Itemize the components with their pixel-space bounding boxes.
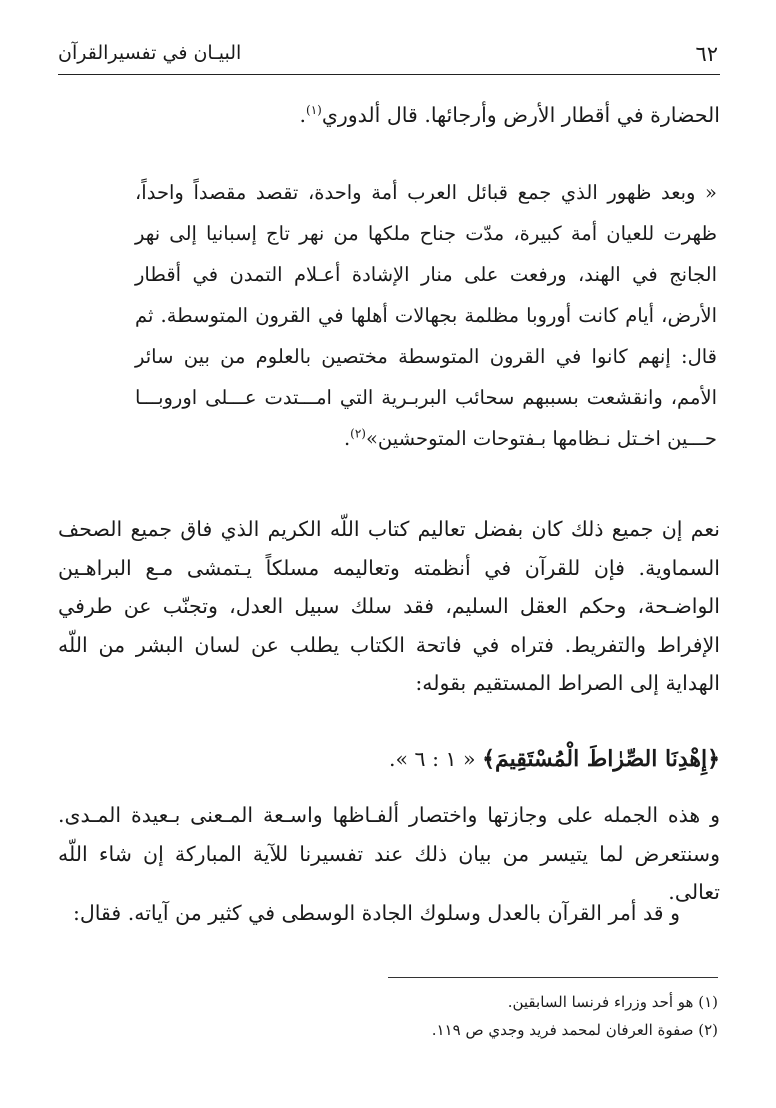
- block-quote: [135, 152, 717, 478]
- footnote-divider: [388, 977, 718, 978]
- description-text: و هذه الجمله على وجازتها واختصار ألفـاظها واسـعة المـعنى بـعيدة المـدى. وسنتعرض لما يتيسر من بيان ذلك عند تفسيرنا للآية المباركة إن شاء اللّه تعالى.: [58, 803, 720, 904]
- quote-text: « وبعد ظهور الذي جمع قبائل العرب أمة واحدة، تقصد مقصداً واحداً، ظهرت للعيان أمة كبيرة، مدّت جناح ملكها من نهر تاج إسبانيا إلى نهر الجانج في الهند، ورفعت على منار الإشادة أعـلام التمدن في أقطار الأرض، أيام كانت أوروبا مظلمة بجهالات أهلها في القرون المتوسطة. ثم قال: إنهم كانوا في القرون المتوسطة مختصين بالعلوم من بين سائر الأمم، وانقشعت بسببهم سحائب البربـرية التي امـــتدت عـــلى اوروبـــا حـــين اخـتل نـظامها بـفتوحات المتوحشين»: [135, 180, 717, 450]
- footnote-ref-2: (٢): [350, 426, 366, 440]
- running-title: البيـان في تفسيرالقرآن: [58, 42, 242, 64]
- page-number: ٦٢: [695, 42, 718, 66]
- page-header: [58, 40, 718, 76]
- verse-line: [58, 740, 720, 779]
- closing-paragraph: [58, 894, 720, 933]
- intro-text: الحضارة في أقطار الأرض وأرجائها. قال ألدوري: [321, 103, 720, 127]
- footnote-ref-1: (١): [306, 103, 322, 118]
- footnotes: [58, 988, 718, 1044]
- intro-end: .: [299, 103, 306, 127]
- footnote-2: (٢) صفوة العرفان لمحمد فريد وجدي ص ١١٩.: [431, 1021, 718, 1039]
- main-paragraph: [58, 510, 720, 703]
- quran-verse: ﴿إِهْدِنَا الصِّرٰاطَ الْمُسْتَقِيمَ﴾: [482, 746, 720, 772]
- closing-text: و قد أمر القرآن بالعدل وسلوك الجادة الوسطى في كثير من آياته. فقال:: [72, 901, 680, 925]
- main-paragraph-text: نعم إن جميع ذلك كان بفضل تعاليم كتاب اللّه الكريم الذي فاق جميع الصحف السماوية. فإن للقرآن في أنظمته وتعاليمه مسلكاً يـتمشى مـع البراهـين الواضـحة، وحكم العقل السليم، فقد سلك سبيل العدل، وتجنّب عن طرفي الإفراط والتفريط. فتراه في فاتحة الكتاب يطلب عن لسان البشر من اللّه الهداية إلى الصراط المستقيم بقوله:: [58, 517, 720, 695]
- footnote-1: (١) هو أحد وزراء فرنسا السابقين.: [507, 993, 718, 1011]
- quote-end: .: [343, 426, 351, 450]
- verse-reference: « ١ : ٦ ».: [388, 747, 476, 771]
- header-divider: [58, 74, 720, 75]
- intro-paragraph: [58, 96, 720, 135]
